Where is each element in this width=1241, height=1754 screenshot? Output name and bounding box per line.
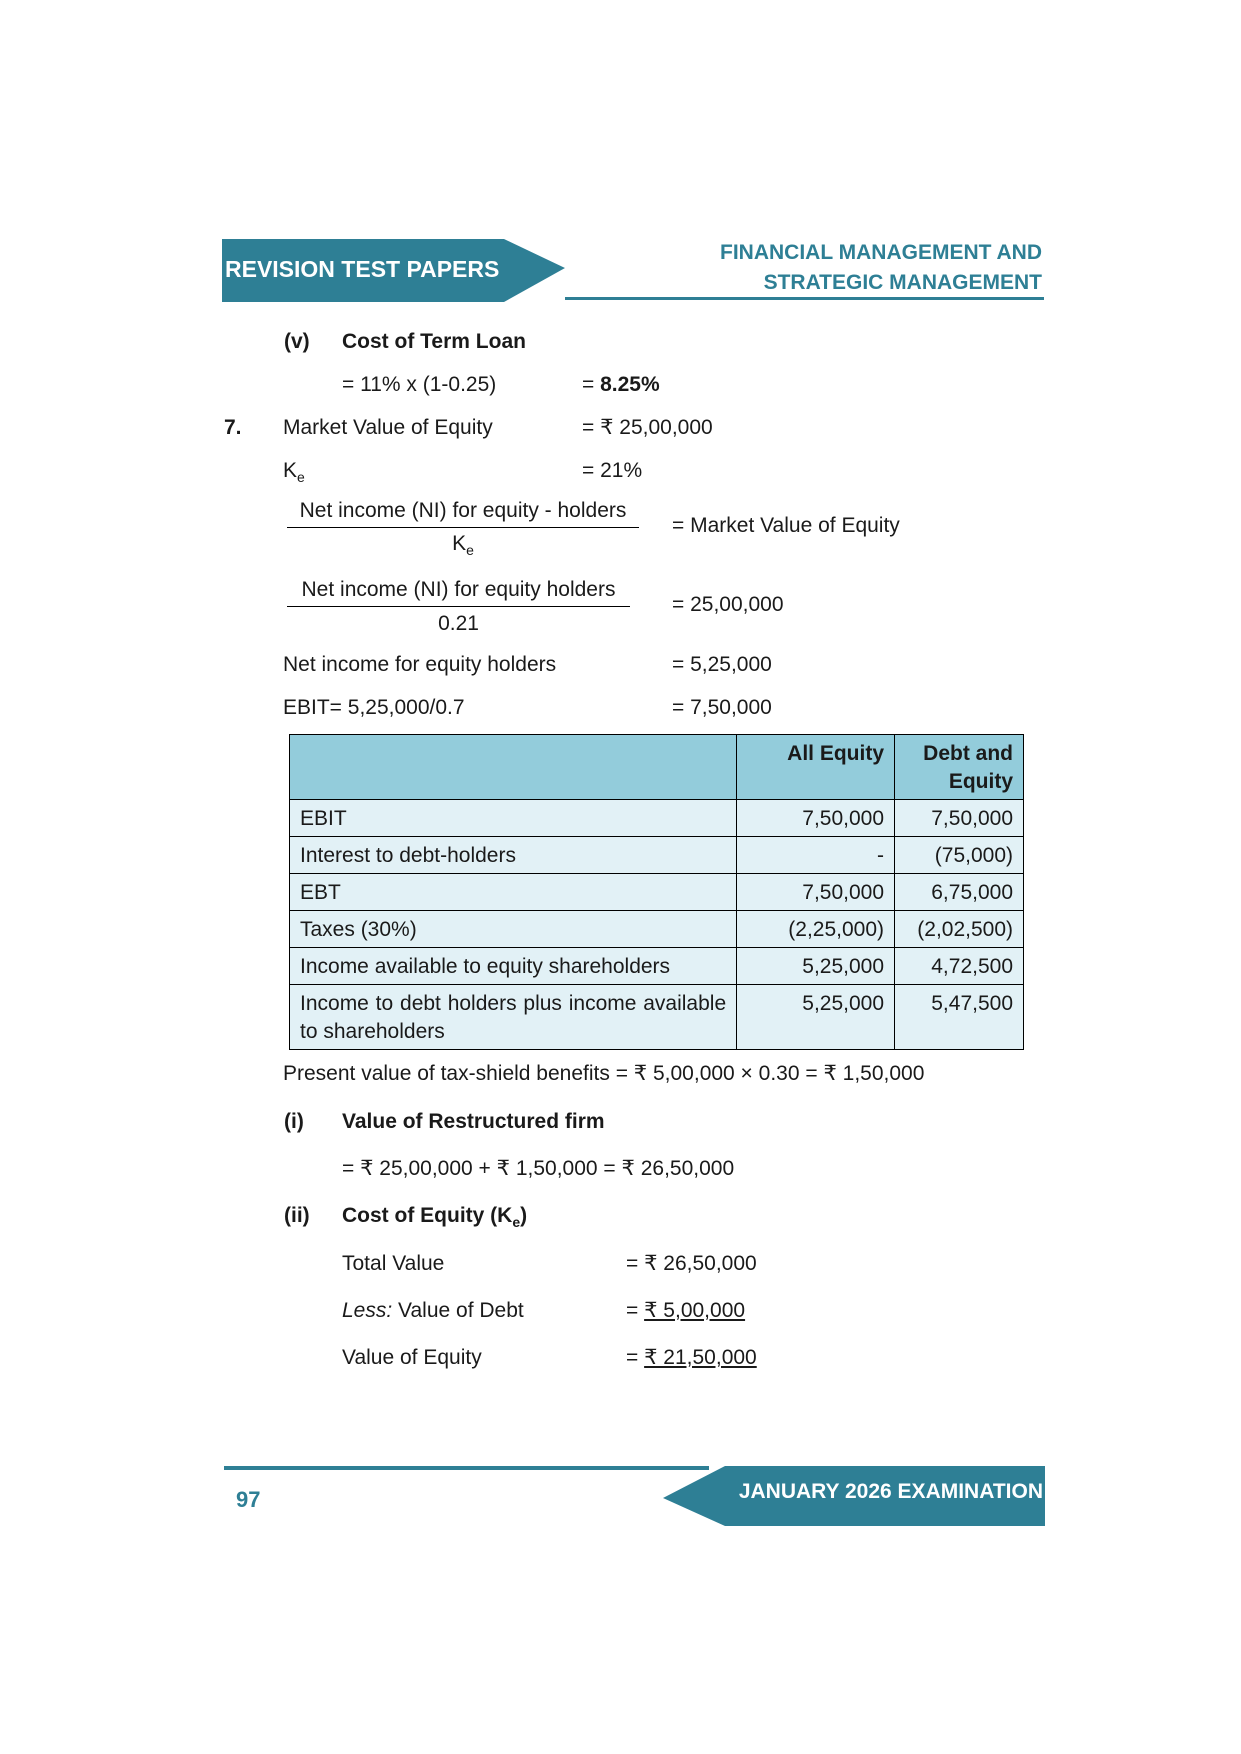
ke-main: K <box>283 459 298 482</box>
question-number: 7. <box>224 416 242 439</box>
comparison-table <box>289 734 1024 1050</box>
value-equity-label: Value of Equity <box>342 1346 482 1369</box>
section-v-result <box>582 372 660 398</box>
section-v-heading: Cost of Term Loan <box>342 330 526 353</box>
header-right-line1: FINANCIAL MANAGEMENT AND <box>720 241 1042 264</box>
part-ii-heading-end: ) <box>520 1204 528 1227</box>
fraction-1-numerator: Net income (NI) for equity - holders <box>299 499 627 522</box>
ebit-value: = 7,50,000 <box>672 696 772 719</box>
header-right-line2: STRATEGIC MANAGEMENT <box>763 271 1042 294</box>
table-row <box>290 800 1024 837</box>
part-ii-heading <box>342 1203 527 1235</box>
table-row <box>290 874 1024 911</box>
less-debt-value: ₹ 5,00,000 <box>644 1299 746 1322</box>
part-i-heading: Value of Restructured firm <box>342 1110 605 1133</box>
table-cell: 5,47,500 <box>895 985 1024 1050</box>
value-equity-value: ₹ 21,50,000 <box>644 1346 757 1369</box>
section-v-formula: = 11% x (1-0.25) <box>342 373 497 396</box>
table-cell: - <box>737 837 895 874</box>
total-value-amount: = ₹ 26,50,000 <box>626 1252 757 1275</box>
table-cell: Interest to debt-holders <box>290 837 737 874</box>
fraction-1-den-main: K <box>452 532 467 555</box>
table-header-cell: All Equity <box>737 735 895 800</box>
table-row <box>290 985 1024 1050</box>
table-row <box>290 837 1024 874</box>
table-cell: (2,25,000) <box>737 911 895 948</box>
part-ii-heading-main: Cost of Equity (K <box>342 1204 513 1227</box>
less-italic: Less: <box>342 1299 393 1322</box>
footer-banner-right <box>663 1466 1045 1526</box>
header-right-title <box>720 238 1042 298</box>
part-ii-marker: (ii) <box>284 1204 310 1227</box>
fraction-2 <box>287 577 630 637</box>
table-cell: Income available to equity shareholders <box>290 948 737 985</box>
ebit-label: EBIT= 5,25,000/0.7 <box>283 696 465 719</box>
section-v-value: 8.25% <box>600 373 660 396</box>
fraction-1-rhs: = Market Value of Equity <box>672 514 900 537</box>
table-cell: EBT <box>290 874 737 911</box>
ke-label <box>283 458 305 490</box>
value-equity-eq: = <box>626 1346 645 1369</box>
part-i-marker: (i) <box>284 1110 304 1133</box>
less-debt-label <box>342 1298 524 1324</box>
footer-exam-title: JANUARY 2026 EXAMINATION <box>738 1480 1043 1503</box>
less-debt-text: Value of Debt <box>392 1299 524 1322</box>
total-value-label: Total Value <box>342 1252 445 1275</box>
table-cell: 4,72,500 <box>895 948 1024 985</box>
part-ii-heading-sub: e <box>512 1214 521 1231</box>
table-cell: (75,000) <box>895 837 1024 874</box>
ni-label: Net income for equity holders <box>283 653 557 676</box>
fraction-2-denominator: 0.21 <box>438 612 479 635</box>
table-header-cell: Debt and Equity <box>895 735 1024 800</box>
table-cell: 5,25,000 <box>737 948 895 985</box>
section-v-marker: (v) <box>284 330 310 353</box>
section-v-eq: = <box>582 373 595 396</box>
page-number: 97 <box>236 1487 261 1512</box>
table-cell: (2,02,500) <box>895 911 1024 948</box>
table-cell: Taxes (30%) <box>290 911 737 948</box>
fraction-1-bar <box>287 527 639 528</box>
less-debt-amount <box>626 1298 745 1324</box>
mv-equity-value: = ₹ 25,00,000 <box>582 416 713 439</box>
fraction-1-den-sub: e <box>466 542 474 559</box>
fraction-2-rhs: = 25,00,000 <box>672 593 784 616</box>
mv-equity-label: Market Value of Equity <box>283 416 493 439</box>
value-equity-amount <box>626 1345 757 1371</box>
table-cell: Income to debt holders plus income available to shareholders <box>290 985 737 1050</box>
table-header-cell <box>290 735 737 800</box>
less-debt-eq: = <box>626 1299 645 1322</box>
table-cell: 7,50,000 <box>737 874 895 911</box>
header-divider <box>565 297 1044 300</box>
ke-sub: e <box>297 469 305 486</box>
table-cell: 6,75,000 <box>895 874 1024 911</box>
fraction-2-numerator: Net income (NI) for equity holders <box>301 578 616 601</box>
part-i-formula: = ₹ 25,00,000 + ₹ 1,50,000 = ₹ 26,50,000 <box>342 1157 735 1180</box>
header-banner-left <box>222 239 565 302</box>
table-cell: 7,50,000 <box>737 800 895 837</box>
fraction-1 <box>287 498 639 563</box>
tax-shield-line: Present value of tax-shield benefits = ₹ 5,00,000 × 0.30 = ₹ 1,50,000 <box>283 1062 925 1085</box>
table-header-row <box>290 735 1024 800</box>
ke-value: = 21% <box>582 459 643 482</box>
table-cell: 7,50,000 <box>895 800 1024 837</box>
table-cell: EBIT <box>290 800 737 837</box>
footer-divider <box>224 1466 709 1470</box>
ni-value: = 5,25,000 <box>672 653 772 676</box>
header-left-title: REVISION TEST PAPERS <box>225 256 500 282</box>
table-cell: 5,25,000 <box>737 985 895 1050</box>
fraction-2-bar <box>287 606 630 607</box>
table-row <box>290 948 1024 985</box>
fraction-1-denominator <box>287 531 639 563</box>
table-row <box>290 911 1024 948</box>
